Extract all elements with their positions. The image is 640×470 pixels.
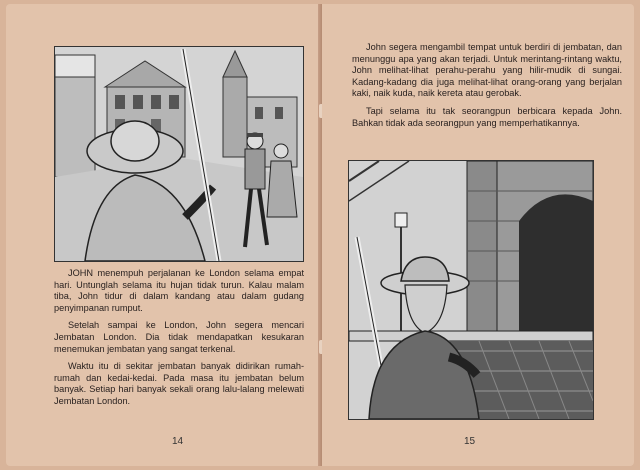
page-number-right: 15 bbox=[464, 436, 476, 447]
right-paragraph-1: John segera mengambil tempat untuk berdiri di jembatan, dan menunggu apa yang akan terjadi. Untuk merintang-rintang waktu, John melihat-lihat perahu-perahu yang hilir-mudik di sungai. Kadang-kadang dia juga melihat-lihat orang-orang yang berjalan kaki, naik kuda, naik kereta atau gerobak. bbox=[352, 42, 622, 99]
right-page bbox=[322, 4, 634, 466]
left-paragraph-3: Waktu itu di sekitar jembatan banyak didirikan rumah-rumah dan kedai-kedai. Pada masa itu jembatan belum banyak. Setiap hari banyak sekali orang lalu-lalang melewati Jembatan London. bbox=[54, 361, 304, 406]
illustration-john-on-bridge bbox=[348, 160, 594, 420]
left-page-text bbox=[54, 268, 304, 414]
left-page bbox=[6, 4, 322, 466]
page-number-left: 14 bbox=[172, 436, 184, 447]
left-paragraph-2: Setelah sampai ke London, John segera mencari Jembatan London. Dia tidak mendapatkan kesukaran menemukan jembatan yang sangat terkenal. bbox=[54, 320, 304, 354]
left-paragraph-1: JOHN menempuh perjalanan ke London selama empat hari. Untunglah selama itu hujan tidak turun. Kalau malam tiba, John tidur di dalam kandang atau dalam gudang penyimpanan rumput. bbox=[54, 268, 304, 313]
illustration-john-arriving-london bbox=[54, 46, 304, 262]
right-page-text bbox=[352, 42, 622, 135]
right-paragraph-2: Tapi selama itu tak seorangpun berbicara kepada John. Bahkan tidak ada seorangpun yang memperhatikannya. bbox=[352, 105, 622, 128]
